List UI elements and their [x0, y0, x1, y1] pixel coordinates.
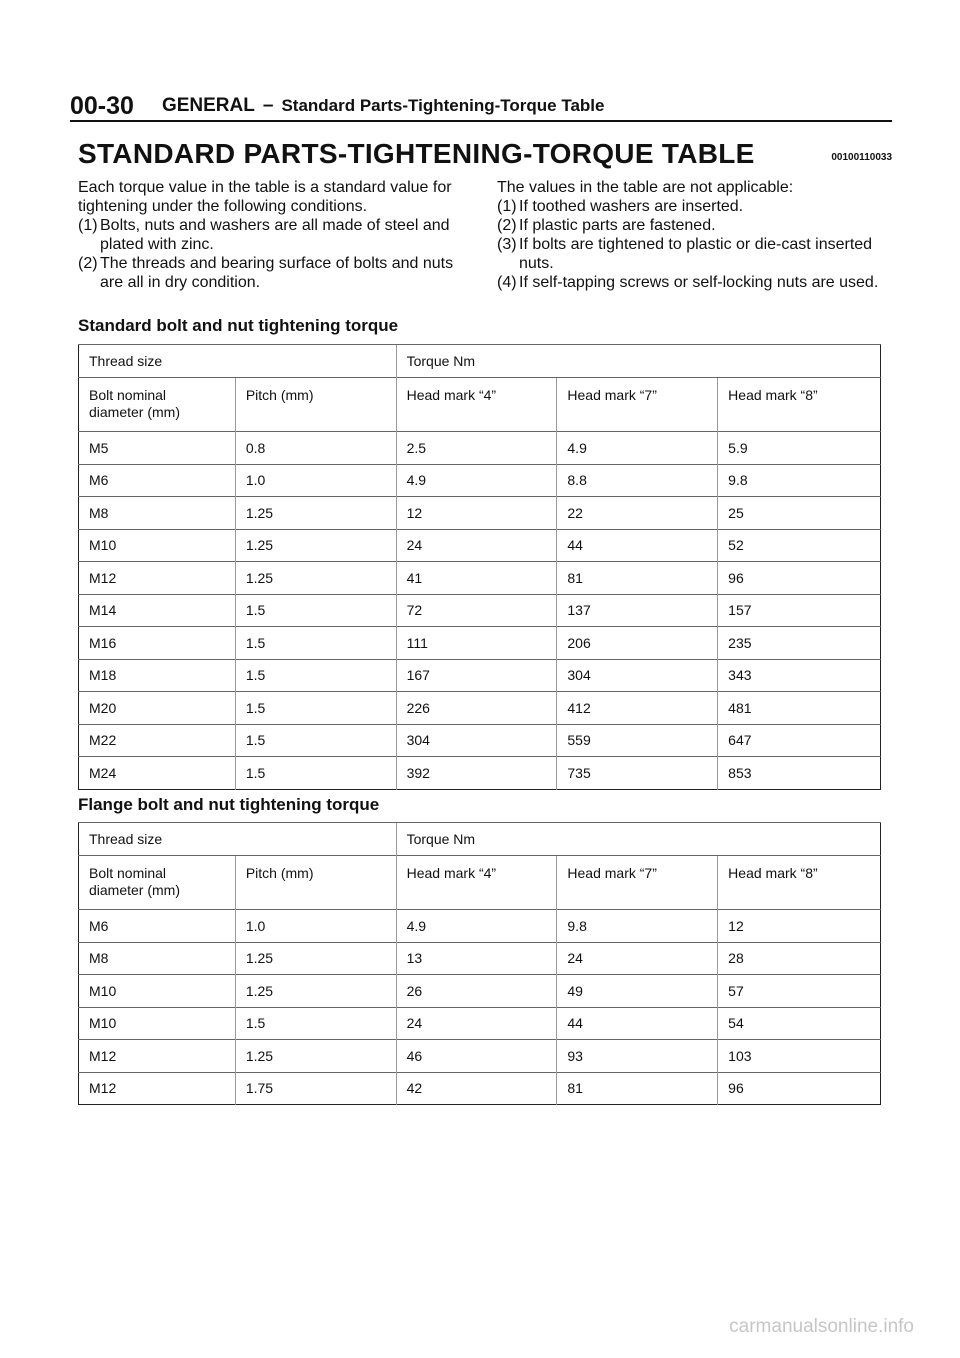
standard-table-title: Standard bolt and nut tightening torque — [78, 316, 399, 335]
table-cell: 343 — [718, 659, 881, 692]
condition-text: Bolts, nuts and washers are all made of steel and plated with zinc. — [100, 217, 450, 253]
table-cell: M24 — [79, 757, 236, 790]
group-header-cell: Thread size — [79, 823, 397, 856]
table-cell: 12 — [718, 910, 881, 943]
table-row — [79, 942, 881, 975]
table-cell: 0.8 — [235, 432, 396, 465]
table-row — [79, 432, 881, 465]
condition-text: The threads and bearing surface of bolts and nuts are all in dry condition. — [100, 255, 454, 291]
table-cell: 24 — [557, 942, 718, 975]
table-cell: 5.9 — [718, 432, 881, 465]
table-cell: 81 — [557, 562, 718, 595]
table-cell: 54 — [718, 1007, 881, 1040]
table-row — [79, 1007, 881, 1040]
table-cell: 41 — [396, 562, 557, 595]
table-row — [79, 562, 881, 595]
table-cell: 4.9 — [557, 432, 718, 465]
group-header-cell: Torque Nm — [396, 345, 880, 378]
table-cell: 392 — [396, 757, 557, 790]
exception-number: (4) — [497, 274, 517, 291]
table-cell: 96 — [718, 1072, 881, 1105]
column-header-cell: Head mark “8” — [718, 378, 881, 432]
table-cell: 1.25 — [235, 529, 396, 562]
table-cell: 24 — [396, 529, 557, 562]
table-cell: 22 — [557, 497, 718, 530]
table-cell: 4.9 — [396, 910, 557, 943]
table-cell: 26 — [396, 975, 557, 1008]
intro-conditions — [78, 178, 463, 292]
table-cell: 304 — [557, 659, 718, 692]
flange-torque-table — [78, 822, 881, 1105]
table-cell: 81 — [557, 1072, 718, 1105]
table-cell: 1.5 — [235, 692, 396, 725]
header-section: GENERAL — [161, 95, 255, 116]
table-cell: 226 — [396, 692, 557, 725]
table-cell: 853 — [718, 757, 881, 790]
table-cell: 1.25 — [235, 497, 396, 530]
table-cell: 1.25 — [235, 975, 396, 1008]
table-group-header — [79, 345, 881, 378]
table-cell: 137 — [557, 594, 718, 627]
table-row — [79, 529, 881, 562]
table-cell: 96 — [718, 562, 881, 595]
exception-number: (2) — [497, 217, 517, 234]
table-row — [79, 659, 881, 692]
table-cell: M6 — [79, 464, 236, 497]
table-cell: M5 — [79, 432, 236, 465]
intro-conditions-text: Each torque value in the table is a standard value for tightening under the following conditions. — [78, 179, 452, 215]
intro-exceptions — [497, 178, 892, 292]
table-column-header — [79, 856, 881, 910]
table-cell: 1.0 — [235, 910, 396, 943]
condition-item — [78, 254, 463, 292]
table-cell: 42 — [396, 1072, 557, 1105]
table-row — [79, 757, 881, 790]
table-cell: M12 — [79, 1040, 236, 1073]
table-cell: 1.25 — [235, 942, 396, 975]
table-cell: M12 — [79, 1072, 236, 1105]
table-row — [79, 724, 881, 757]
document-code: 00100110033 — [831, 152, 892, 163]
table-cell: 304 — [396, 724, 557, 757]
table-cell: 1.5 — [235, 1007, 396, 1040]
table-row — [79, 910, 881, 943]
table-cell: 167 — [396, 659, 557, 692]
table-row — [79, 594, 881, 627]
table-cell: 44 — [557, 529, 718, 562]
table-cell: 1.25 — [235, 562, 396, 595]
group-header-cell: Thread size — [79, 345, 397, 378]
table-cell: 206 — [557, 627, 718, 660]
table-cell: 1.5 — [235, 594, 396, 627]
table-row — [79, 497, 881, 530]
exception-item — [497, 273, 892, 292]
table-cell: 235 — [718, 627, 881, 660]
table-cell: 8.8 — [557, 464, 718, 497]
table-column-header — [79, 378, 881, 432]
table-cell: 25 — [718, 497, 881, 530]
table-group-header — [79, 823, 881, 856]
column-header-cell: Head mark “4” — [396, 856, 557, 910]
column-header-cell: Head mark “4” — [396, 378, 557, 432]
table-cell: 44 — [557, 1007, 718, 1040]
exception-item — [497, 235, 892, 273]
table-cell: M10 — [79, 975, 236, 1008]
column-header-cell: Bolt nominal diameter (mm) — [79, 378, 236, 432]
table-cell: 13 — [396, 942, 557, 975]
table-cell: 9.8 — [718, 464, 881, 497]
exception-text: If bolts are tightened to plastic or die-cast inserted nuts. — [519, 236, 873, 272]
table-cell: 103 — [718, 1040, 881, 1073]
table-cell: 111 — [396, 627, 557, 660]
table-cell: 57 — [718, 975, 881, 1008]
intro-exceptions-text: The values in the table are not applicable: — [497, 179, 794, 196]
column-header-cell: Pitch (mm) — [235, 856, 396, 910]
table-cell: 647 — [718, 724, 881, 757]
flange-table-title: Flange bolt and nut tightening torque — [78, 795, 380, 814]
page-header — [70, 86, 892, 122]
table-cell: 735 — [557, 757, 718, 790]
table-cell: 1.5 — [235, 757, 396, 790]
table-cell: 4.9 — [396, 464, 557, 497]
column-header-cell: Head mark “7” — [557, 856, 718, 910]
column-header-cell: Pitch (mm) — [235, 378, 396, 432]
column-header-cell: Bolt nominal diameter (mm) — [79, 856, 236, 910]
table-cell: 412 — [557, 692, 718, 725]
condition-number: (2) — [78, 255, 98, 272]
condition-item — [78, 216, 463, 254]
table-cell: M14 — [79, 594, 236, 627]
table-row — [79, 975, 881, 1008]
table-cell: M8 — [79, 497, 236, 530]
table-cell: 481 — [718, 692, 881, 725]
standard-torque-table — [78, 344, 881, 790]
exception-text: If self-tapping screws or self-locking nuts are used. — [519, 274, 879, 291]
table-cell: 559 — [557, 724, 718, 757]
exception-number: (3) — [497, 236, 517, 253]
table-cell: 49 — [557, 975, 718, 1008]
table-cell: M20 — [79, 692, 236, 725]
exception-text: If plastic parts are fastened. — [519, 217, 716, 234]
table-row — [79, 464, 881, 497]
table-cell: M8 — [79, 942, 236, 975]
header-subtitle: Standard Parts-Tightening-Torque Table — [281, 96, 605, 115]
table-cell: 52 — [718, 529, 881, 562]
table-cell: 9.8 — [557, 910, 718, 943]
condition-number: (1) — [78, 217, 98, 234]
table-cell: M22 — [79, 724, 236, 757]
exception-number: (1) — [497, 198, 517, 215]
table-cell: 1.5 — [235, 659, 396, 692]
table-cell: 1.75 — [235, 1072, 396, 1105]
table-cell: M18 — [79, 659, 236, 692]
group-header-cell: Torque Nm — [396, 823, 880, 856]
header-separator: – — [262, 95, 274, 116]
exception-item — [497, 197, 892, 216]
exception-item — [497, 216, 892, 235]
table-cell: 12 — [396, 497, 557, 530]
table-cell: M10 — [79, 529, 236, 562]
table-cell: M6 — [79, 910, 236, 943]
page-title: STANDARD PARTS-TIGHTENING-TORQUE TABLE — [78, 138, 755, 169]
table-cell: M16 — [79, 627, 236, 660]
table-cell: 28 — [718, 942, 881, 975]
table-cell: 46 — [396, 1040, 557, 1073]
table-cell: 24 — [396, 1007, 557, 1040]
table-cell: 93 — [557, 1040, 718, 1073]
table-row — [79, 1072, 881, 1105]
table-cell: 72 — [396, 594, 557, 627]
table-row — [79, 692, 881, 725]
table-row — [79, 627, 881, 660]
table-cell: 1.5 — [235, 627, 396, 660]
table-cell: M12 — [79, 562, 236, 595]
watermark: carmanualsonline.info — [729, 1316, 914, 1337]
table-cell: 2.5 — [396, 432, 557, 465]
column-header-cell: Head mark “7” — [557, 378, 718, 432]
column-header-cell: Head mark “8” — [718, 856, 881, 910]
table-cell: 1.25 — [235, 1040, 396, 1073]
table-cell: M10 — [79, 1007, 236, 1040]
table-cell: 157 — [718, 594, 881, 627]
exception-text: If toothed washers are inserted. — [519, 198, 744, 215]
page-number: 00-30 — [70, 92, 134, 120]
table-cell: 1.5 — [235, 724, 396, 757]
table-row — [79, 1040, 881, 1073]
table-cell: 1.0 — [235, 464, 396, 497]
